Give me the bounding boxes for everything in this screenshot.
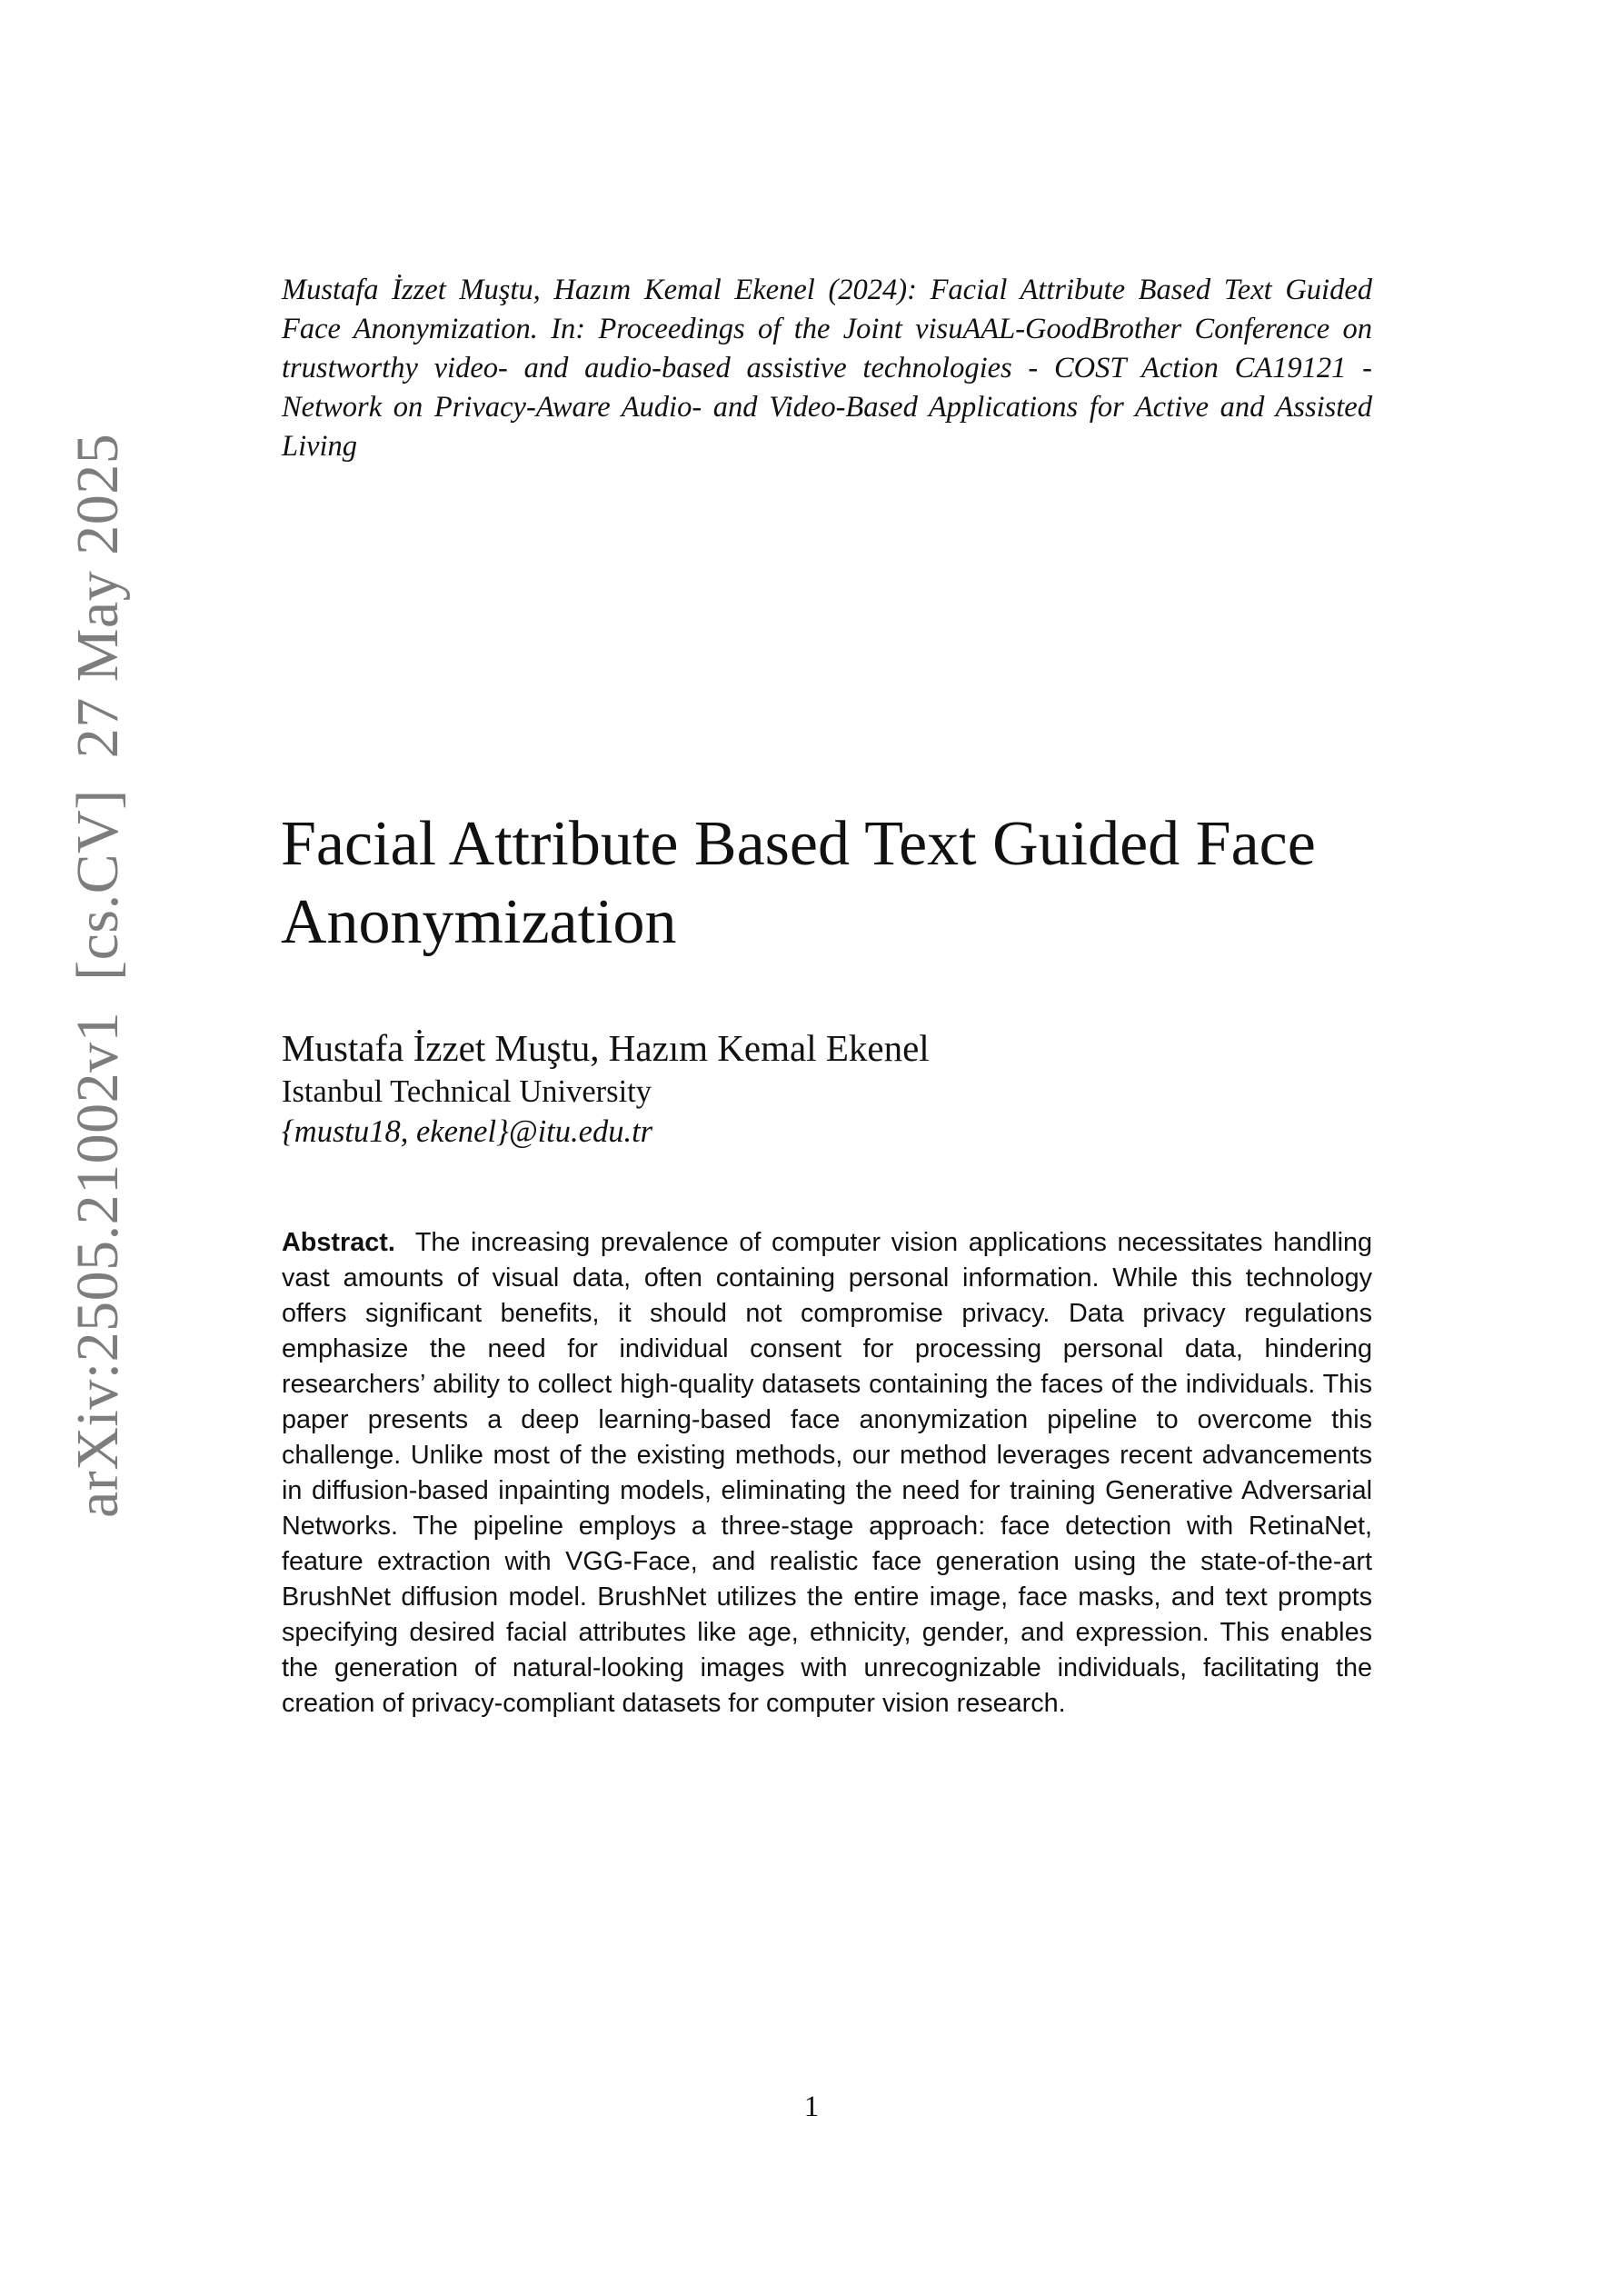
- author-list: Mustafa İzzet Muştu, Hazım Kemal Ekenel: [282, 1027, 930, 1069]
- citation-header: Mustafa İzzet Muştu, Hazım Kemal Ekenel (2024): Facial Attribute Based Text Guided Face Anonymization. In: Proceedings of the Joint visuAAL-GoodBrother Conference on trustworthy video- and audio-based assistive technologies - COST Action CA19121 - Network on Privacy-Aware Audio- and Video-Based Applications for Active and Assisted Living: [282, 274, 1372, 463]
- page-number: 1: [803, 2091, 820, 2123]
- author-emails: {mustu18, ekenel}@itu.edu.tr: [282, 1114, 653, 1149]
- abstract: [282, 1225, 1372, 1722]
- abstract-text: The increasing prevalence of computer vision applications necessitates handling vast amounts of visual data, often containing personal information. While this technology offers significant benefits, it should not compromise privacy. Data privacy regulations emphasize the need for individual consent for processing personal data, hindering researchers’ ability to collect high-quality datasets containing the faces of the individuals. This paper presents a deep learning-based face anonymization pipeline to overcome this challenge. Unlike most of the existing methods, our method leverages recent advancements in diffusion-based inpainting models, eliminating the need for training Generative Adversarial Networks. The pipeline employs a three-stage approach: face detection with RetinaNet, feature extraction with VGG-Face, and realistic face generation using the state-of-the-art BrushNet diffusion model. BrushNet utilizes the entire image, face masks, and text prompts specifying desired facial attributes like age, ethnicity, gender, and expression. This enables the generation of natural-looking images with unrecognizable individuals, facilitating the creation of privacy-compliant datasets for computer vision research.: [282, 1228, 1372, 1718]
- affiliation: Istanbul Technical University: [282, 1074, 652, 1109]
- abstract-label: Abstract.: [282, 1228, 395, 1257]
- arxiv-stamp: arXiv:2505.21002v1 [cs.CV] 27 May 2025: [65, 433, 131, 1518]
- paper-title: Facial Attribute Based Text Guided Face Anonymization: [281, 809, 1316, 957]
